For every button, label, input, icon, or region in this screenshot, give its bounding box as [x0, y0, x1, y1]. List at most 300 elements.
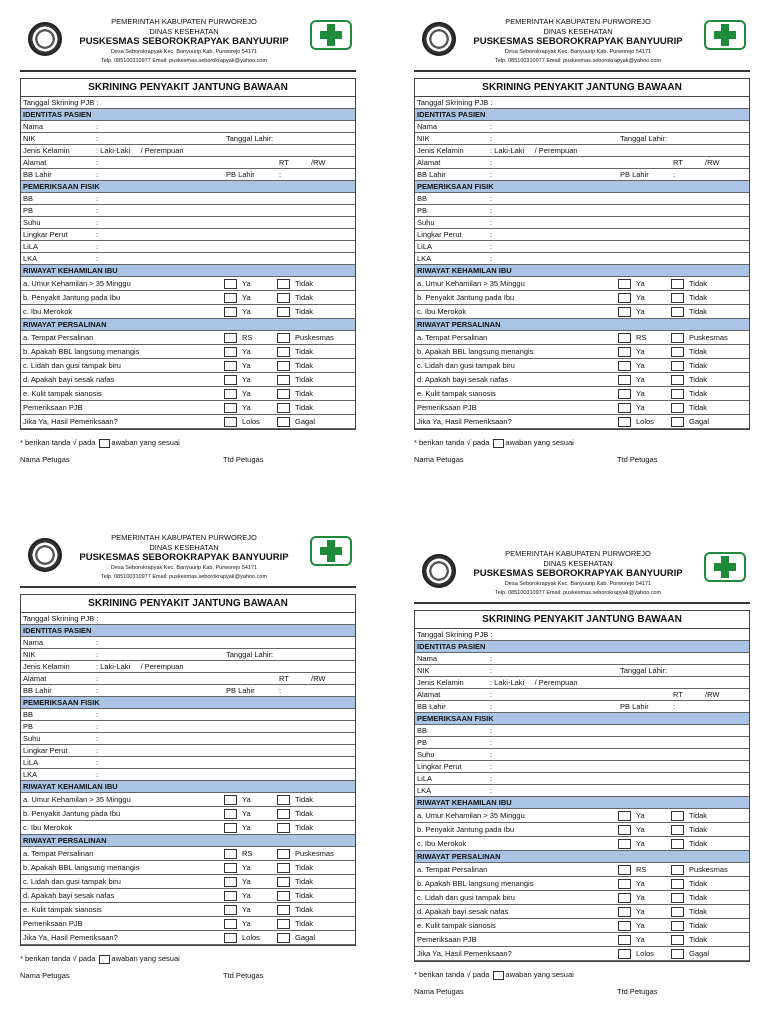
bb-lahir-row-label: BB Lahir	[417, 170, 446, 179]
fisik-row	[21, 193, 355, 205]
header-line-2: DINAS KESEHATAN	[149, 27, 219, 36]
option-a-checkbox[interactable]	[618, 403, 631, 413]
fisik-label: LiLA	[23, 758, 39, 767]
option-b-checkbox[interactable]	[277, 403, 290, 413]
option-b-checkbox[interactable]	[277, 375, 290, 385]
option-a-label: Ya	[636, 893, 645, 902]
alamat-row-colon: :	[96, 158, 99, 167]
alamat-row-colon: :	[96, 674, 99, 683]
option-a-checkbox[interactable]	[618, 825, 631, 835]
header-divider	[414, 70, 750, 72]
option-a-label: RS	[636, 865, 647, 874]
footnote	[414, 970, 574, 980]
persalinan-label: a. Tempat Persalinan	[417, 333, 488, 342]
option-b-label: Tidak	[689, 347, 708, 356]
option-a-label: Ya	[242, 403, 251, 412]
persalinan-label: Jika Ya, Hasil Pemeriksaan?	[417, 417, 512, 426]
footnote	[414, 438, 574, 448]
kehamilan-label: b. Penyakit Jantung pada Ibu	[417, 825, 515, 834]
fisik-row	[415, 229, 749, 241]
option-a-checkbox[interactable]	[618, 279, 631, 289]
fisik-label: LiLA	[417, 242, 433, 251]
rw-label: /RW	[705, 158, 720, 167]
tanggal-label: Tanggal Skrining PJB :	[417, 98, 493, 107]
fisik-colon: :	[96, 758, 99, 767]
fisik-row	[21, 721, 355, 733]
persalinan-row	[21, 917, 355, 931]
bb-lahir-row-label: BB Lahir	[417, 702, 446, 711]
option-b-label: Puskesmas	[295, 333, 334, 342]
option-b-label: Gagal	[295, 933, 316, 942]
option-a-checkbox[interactable]	[618, 865, 631, 875]
option-a-checkbox[interactable]	[618, 361, 631, 371]
option-a-checkbox[interactable]	[618, 375, 631, 385]
nama-row	[21, 121, 355, 133]
option-b-checkbox[interactable]	[277, 809, 290, 819]
option-b-checkbox[interactable]	[671, 279, 684, 289]
option-b-checkbox[interactable]	[671, 361, 684, 371]
option-a-checkbox[interactable]	[618, 949, 631, 959]
option-b-checkbox[interactable]	[277, 307, 290, 317]
option-b-checkbox[interactable]	[277, 417, 290, 427]
section-kehamilan: RIWAYAT KEHAMILAN IBU	[21, 781, 355, 793]
persalinan-label: a. Tempat Persalinan	[23, 333, 94, 342]
persalinan-label: c. Lidah dan gusi tampak biru	[23, 877, 121, 886]
option-a-checkbox[interactable]	[618, 921, 631, 931]
option-a-checkbox[interactable]	[224, 823, 237, 833]
option-a-label: Ya	[636, 389, 645, 398]
option-b-label: Tidak	[295, 891, 314, 900]
header-address: Desa Seborokrapyak Kec. Banyuurip Kab. Purworejo 54171	[110, 565, 258, 571]
option-b-checkbox[interactable]	[671, 839, 684, 849]
fisik-label: BB	[417, 726, 428, 735]
persalinan-label: d. Apakah bayi sesak nafas	[23, 891, 115, 900]
persalinan-row	[415, 877, 749, 891]
option-b-label: Tidak	[295, 375, 314, 384]
option-a-checkbox[interactable]	[618, 839, 631, 849]
fisik-label: Lingkar Perut	[417, 762, 462, 771]
fisik-colon: :	[96, 722, 99, 731]
fisik-label: BB	[23, 194, 34, 203]
option-b-checkbox[interactable]	[277, 891, 290, 901]
option-b-checkbox[interactable]	[671, 893, 684, 903]
form-table	[414, 78, 750, 430]
fisik-colon: :	[96, 218, 99, 227]
pb-lahir-label: PB Lahir	[226, 686, 255, 695]
option-b-checkbox[interactable]	[277, 849, 290, 859]
option-a-checkbox[interactable]	[224, 347, 237, 357]
header-line-2: DINAS KESEHATAN	[543, 27, 613, 36]
pb-lahir-colon: :	[673, 170, 676, 179]
nik-row-colon: :	[490, 666, 493, 675]
option-b-checkbox[interactable]	[671, 811, 684, 821]
kehamilan-row	[21, 305, 355, 319]
fisik-label: Suhu	[417, 218, 435, 227]
fisik-label: PB	[23, 206, 34, 215]
option-a-label: Lolos	[636, 417, 654, 426]
section-pemeriksaan: PEMERIKSAAN FISIK	[415, 181, 749, 193]
option-b-checkbox[interactable]	[277, 333, 290, 343]
option-b-label: Tidak	[689, 825, 708, 834]
option-b-label: Tidak	[295, 403, 314, 412]
fisik-colon: :	[490, 254, 493, 263]
option-a-checkbox[interactable]	[224, 809, 237, 819]
green-cross-icon	[704, 552, 746, 582]
option-b-checkbox[interactable]	[277, 361, 290, 371]
persalinan-row	[21, 415, 355, 429]
persalinan-label: e. Kulit tampak sianosis	[417, 389, 496, 398]
alamat-row-label: Alamat	[23, 158, 47, 167]
nama-row	[415, 121, 749, 133]
persalinan-row	[415, 947, 749, 961]
kehamilan-label: a. Umur Kehamilan > 35 Minggu	[417, 811, 525, 820]
option-a-checkbox[interactable]	[618, 333, 631, 343]
persalinan-label: b. Apakah BBL langsung menangis	[23, 347, 140, 356]
section-kehamilan: RIWAYAT KEHAMILAN IBU	[415, 265, 749, 277]
option-b-checkbox[interactable]	[671, 907, 684, 917]
option-a-checkbox[interactable]	[618, 907, 631, 917]
tanggal-row	[21, 613, 355, 625]
kehamilan-row	[21, 291, 355, 305]
option-b-label: Tidak	[295, 905, 314, 914]
option-a-checkbox[interactable]	[224, 375, 237, 385]
section-persalinan: RIWAYAT PERSALINAN	[415, 851, 749, 863]
persalinan-label: e. Kulit tampak sianosis	[417, 921, 496, 930]
fisik-row	[21, 733, 355, 745]
option-a-label: Ya	[636, 921, 645, 930]
option-a-label: Ya	[636, 879, 645, 888]
option-b-checkbox[interactable]	[277, 919, 290, 929]
option-a-label: Ya	[636, 839, 645, 848]
alamat-row-colon: :	[490, 690, 493, 699]
option-b-label: Tidak	[295, 919, 314, 928]
fisik-colon: :	[96, 710, 99, 719]
kehamilan-row	[415, 291, 749, 305]
option-b-label: Tidak	[689, 361, 708, 370]
persalinan-row	[415, 331, 749, 345]
fisik-colon: :	[96, 254, 99, 263]
fisik-row	[415, 737, 749, 749]
persalinan-label: d. Apakah bayi sesak nafas	[23, 375, 115, 384]
option-b-checkbox[interactable]	[277, 933, 290, 943]
option-a-checkbox[interactable]	[224, 403, 237, 413]
tanggal-label: Tanggal Skrining PJB :	[417, 630, 493, 639]
option-a-label: Ya	[636, 347, 645, 356]
fisik-row	[21, 745, 355, 757]
fisik-label: LKA	[417, 786, 432, 795]
persalinan-label: e. Kulit tampak sianosis	[23, 905, 102, 914]
option-b-label: Tidak	[295, 809, 314, 818]
fisik-row	[415, 773, 749, 785]
option-b-checkbox[interactable]	[671, 825, 684, 835]
option-a-checkbox[interactable]	[224, 905, 237, 915]
header-contact: Telp. 085100310977 Email: puskesmas.seborokrapyak@yahoo.com	[494, 58, 662, 64]
form-title: SKRINING PENYAKIT JANTUNG BAWAAN	[415, 79, 749, 97]
pb-lahir-label: PB Lahir	[620, 170, 649, 179]
tanggal-row	[21, 97, 355, 109]
persalinan-label: Jika Ya, Hasil Pemeriksaan?	[417, 949, 512, 958]
option-a-checkbox[interactable]	[224, 333, 237, 343]
header-line-3: PUSKESMAS SEBOROKRAPYAK BANYUURIP	[79, 552, 289, 563]
option-a-checkbox[interactable]	[618, 811, 631, 821]
fisik-row	[415, 785, 749, 797]
fisik-row	[415, 217, 749, 229]
option-b-checkbox[interactable]	[671, 935, 684, 945]
fisik-row	[21, 709, 355, 721]
seal-icon	[422, 22, 456, 56]
persalinan-row	[415, 373, 749, 387]
screening-form-card	[18, 530, 358, 980]
fisik-row	[21, 205, 355, 217]
option-b-checkbox[interactable]	[277, 389, 290, 399]
option-b-checkbox[interactable]	[277, 293, 290, 303]
kehamilan-label: b. Penyakit Jantung pada Ibu	[23, 809, 121, 818]
section-pemeriksaan: PEMERIKSAAN FISIK	[21, 181, 355, 193]
nama-row-colon: :	[96, 638, 99, 647]
option-a-checkbox[interactable]	[224, 279, 237, 289]
option-a-checkbox[interactable]	[224, 919, 237, 929]
option-a-checkbox[interactable]	[224, 877, 237, 887]
option-a-checkbox[interactable]	[618, 417, 631, 427]
kehamilan-row	[415, 809, 749, 823]
option-a-checkbox[interactable]	[618, 935, 631, 945]
fisik-label: LKA	[23, 254, 38, 263]
checkbox-sample-icon	[493, 439, 504, 448]
persalinan-label: c. Lidah dan gusi tampak biru	[417, 361, 515, 370]
fisik-row	[21, 769, 355, 781]
jenis-kelamin-label: Jenis Kelamin	[23, 662, 70, 671]
header-line-2: DINAS KESEHATAN	[543, 559, 613, 568]
footnote-text-b: awaban yang sesuai	[505, 438, 574, 447]
option-b-checkbox[interactable]	[277, 905, 290, 915]
fisik-label: Lingkar Perut	[417, 230, 462, 239]
option-b-label: Tidak	[689, 403, 708, 412]
fisik-label: PB	[417, 738, 428, 747]
persalinan-row	[415, 891, 749, 905]
nik-row-colon: :	[96, 134, 99, 143]
option-b-label: Tidak	[689, 389, 708, 398]
kehamilan-label: a. Umur Kehamilan > 35 Minggu	[417, 279, 525, 288]
kehamilan-label: c. Ibu Merokok	[417, 307, 467, 316]
kehamilan-label: b. Penyakit Jantung pada Ibu	[23, 293, 121, 302]
option-a-checkbox[interactable]	[224, 863, 237, 873]
option-a-checkbox[interactable]	[224, 933, 237, 943]
option-b-checkbox[interactable]	[277, 877, 290, 887]
option-b-checkbox[interactable]	[671, 417, 684, 427]
checkbox-sample-icon	[493, 971, 504, 980]
header-address: Desa Seborokrapyak Kec. Banyuurip Kab. Purworejo 54171	[504, 49, 652, 55]
option-a-label: RS	[242, 849, 253, 858]
fisik-label: Suhu	[23, 734, 41, 743]
seal-icon	[28, 538, 62, 572]
fisik-colon: :	[490, 738, 493, 747]
option-b-checkbox[interactable]	[671, 333, 684, 343]
option-b-checkbox[interactable]	[277, 863, 290, 873]
option-b-checkbox[interactable]	[671, 921, 684, 931]
fisik-colon: :	[490, 194, 493, 203]
option-b-checkbox[interactable]	[277, 347, 290, 357]
option-a-checkbox[interactable]	[618, 879, 631, 889]
header-line-1: PEMERINTAH KABUPATEN PURWOREJO	[505, 549, 651, 558]
fisik-colon: :	[96, 194, 99, 203]
kehamilan-label: c. Ibu Merokok	[23, 307, 73, 316]
letterhead	[18, 530, 358, 590]
nama-petugas-label: Nama Petugas	[414, 987, 464, 996]
option-b-label: Gagal	[295, 417, 316, 426]
fisik-label: PB	[23, 722, 34, 731]
fisik-colon: :	[490, 762, 493, 771]
option-a-label: Ya	[636, 811, 645, 820]
ttd-petugas-label: Ttd Petugas	[223, 971, 264, 980]
jenis-kelamin-row	[21, 661, 355, 673]
option-b-checkbox[interactable]	[671, 879, 684, 889]
option-b-label: Tidak	[689, 879, 708, 888]
option-b-checkbox[interactable]	[671, 375, 684, 385]
nik-row-label: NIK	[23, 134, 36, 143]
option-a-checkbox[interactable]	[618, 307, 631, 317]
fisik-row	[415, 205, 749, 217]
fisik-colon: :	[96, 734, 99, 743]
rt-label: RT	[279, 674, 289, 683]
header-line-1: PEMERINTAH KABUPATEN PURWOREJO	[505, 17, 651, 26]
option-a-label: Ya	[242, 375, 251, 384]
option-b-checkbox[interactable]	[277, 823, 290, 833]
persalinan-label: Pemeriksaan PJB	[23, 919, 83, 928]
persalinan-row	[21, 875, 355, 889]
tanggal-lahir-label: Tanggal Lahir:	[226, 650, 274, 659]
option-a-checkbox[interactable]	[618, 389, 631, 399]
letterhead	[18, 14, 358, 74]
option-a-label: Ya	[242, 863, 251, 872]
fisik-colon: :	[490, 726, 493, 735]
persalinan-label: d. Apakah bayi sesak nafas	[417, 907, 509, 916]
persalinan-row	[21, 889, 355, 903]
section-identitas: IDENTITAS PASIEN	[415, 641, 749, 653]
fisik-label: Lingkar Perut	[23, 746, 68, 755]
option-a-checkbox[interactable]	[618, 293, 631, 303]
nama-petugas-label: Nama Petugas	[20, 971, 70, 980]
option-b-checkbox[interactable]	[671, 347, 684, 357]
form-table	[20, 78, 356, 430]
nik-row	[415, 665, 749, 677]
persalinan-label: b. Apakah BBL langsung menangis	[23, 863, 140, 872]
bb-lahir-row	[21, 685, 355, 697]
option-a-checkbox[interactable]	[618, 893, 631, 903]
tanggal-row	[415, 97, 749, 109]
option-b-checkbox[interactable]	[671, 949, 684, 959]
nama-row-label: Nama	[417, 654, 438, 663]
fisik-colon: :	[490, 786, 493, 795]
option-b-checkbox[interactable]	[671, 389, 684, 399]
seal-icon	[28, 22, 62, 56]
form-title: SKRINING PENYAKIT JANTUNG BAWAAN	[21, 595, 355, 613]
persalinan-row	[21, 401, 355, 415]
fisik-colon: :	[490, 750, 493, 759]
nama-row-colon: :	[490, 654, 493, 663]
fisik-row	[415, 241, 749, 253]
rw-label: /RW	[311, 158, 326, 167]
option-a-checkbox[interactable]	[224, 849, 237, 859]
section-persalinan: RIWAYAT PERSALINAN	[415, 319, 749, 331]
option-a-checkbox[interactable]	[618, 347, 631, 357]
checkbox-sample-icon	[99, 955, 110, 964]
kehamilan-row	[21, 277, 355, 291]
footnote-text-a: * berikan tanda √ pada	[414, 970, 490, 979]
nama-row-colon: :	[96, 122, 99, 131]
option-a-label: Ya	[242, 905, 251, 914]
option-a-checkbox[interactable]	[224, 361, 237, 371]
fisik-colon: :	[96, 230, 99, 239]
option-a-checkbox[interactable]	[224, 307, 237, 317]
fisik-row	[415, 725, 749, 737]
letterhead	[412, 14, 752, 74]
option-b-checkbox[interactable]	[671, 403, 684, 413]
persalinan-row	[21, 373, 355, 387]
fisik-row	[415, 193, 749, 205]
option-a-checkbox[interactable]	[224, 389, 237, 399]
fisik-colon: :	[490, 774, 493, 783]
option-b-checkbox[interactable]	[671, 865, 684, 875]
form-title: SKRINING PENYAKIT JANTUNG BAWAAN	[21, 79, 355, 97]
option-b-label: Tidak	[295, 361, 314, 370]
fisik-label: Suhu	[417, 750, 435, 759]
option-b-label: Tidak	[295, 347, 314, 356]
tanggal-lahir-label: Tanggal Lahir:	[226, 134, 274, 143]
footnote-text-a: * berikan tanda √ pada	[414, 438, 490, 447]
fisik-colon: :	[96, 206, 99, 215]
form-title: SKRINING PENYAKIT JANTUNG BAWAAN	[415, 611, 749, 629]
option-a-checkbox[interactable]	[224, 891, 237, 901]
header-address: Desa Seborokrapyak Kec. Banyuurip Kab. Purworejo 54171	[504, 581, 652, 587]
option-b-label: Tidak	[689, 293, 708, 302]
jenis-kelamin-label: Jenis Kelamin	[417, 146, 464, 155]
option-b-label: Tidak	[295, 795, 314, 804]
nama-row-label: Nama	[417, 122, 438, 131]
footnote	[20, 438, 180, 448]
kehamilan-label: a. Umur Kehamilan > 35 Minggu	[23, 795, 131, 804]
alamat-row-label: Alamat	[417, 690, 441, 699]
alamat-row	[415, 689, 749, 701]
ttd-petugas-label: Ttd Petugas	[223, 455, 264, 464]
persalinan-label: d. Apakah bayi sesak nafas	[417, 375, 509, 384]
option-a-label: Lolos	[242, 933, 260, 942]
option-a-checkbox[interactable]	[224, 293, 237, 303]
nama-petugas-label: Nama Petugas	[414, 455, 464, 464]
seal-icon	[422, 554, 456, 588]
persalinan-row	[415, 863, 749, 877]
kehamilan-row	[415, 823, 749, 837]
fisik-label: LiLA	[23, 242, 39, 251]
option-a-checkbox[interactable]	[224, 417, 237, 427]
option-a-checkbox[interactable]	[224, 795, 237, 805]
persalinan-row	[415, 919, 749, 933]
nik-row	[415, 133, 749, 145]
persalinan-row	[21, 931, 355, 945]
option-b-checkbox[interactable]	[277, 279, 290, 289]
option-b-checkbox[interactable]	[671, 293, 684, 303]
option-b-checkbox[interactable]	[671, 307, 684, 317]
option-b-checkbox[interactable]	[277, 795, 290, 805]
nik-row	[21, 649, 355, 661]
persalinan-label: Pemeriksaan PJB	[23, 403, 83, 412]
nama-row	[415, 653, 749, 665]
persalinan-row	[21, 847, 355, 861]
persalinan-label: Pemeriksaan PJB	[417, 403, 477, 412]
header-address: Desa Seborokrapyak Kec. Banyuurip Kab. Purworejo 54171	[110, 49, 258, 55]
jenis-kelamin-row	[21, 145, 355, 157]
persalinan-label: b. Apakah BBL langsung menangis	[417, 347, 534, 356]
kehamilan-row	[415, 277, 749, 291]
